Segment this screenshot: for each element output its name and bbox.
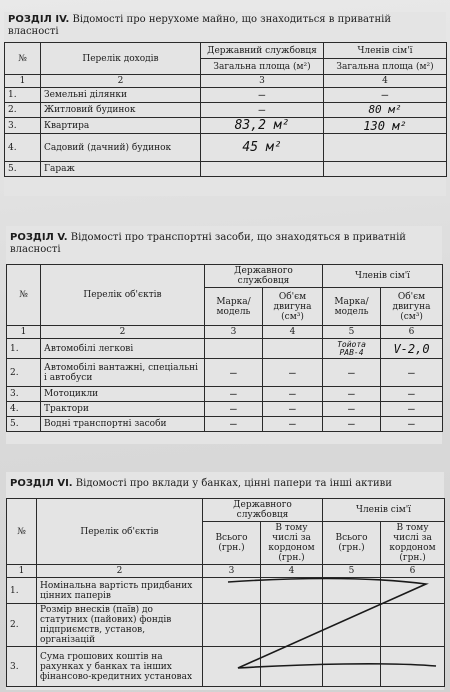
index-cell: 3 bbox=[201, 75, 324, 88]
row-name: Земельні ділянки bbox=[41, 88, 201, 103]
section-5-title bbox=[6, 226, 442, 264]
col-family-header: Членів сім'ї bbox=[323, 265, 443, 288]
z-strike-mark bbox=[6, 472, 444, 690]
col-number-header: № bbox=[7, 499, 37, 565]
col-gov-area-header: Загальна площа (м²) bbox=[201, 59, 324, 75]
section-5 bbox=[6, 226, 442, 444]
col-gov-header: Державного службовця bbox=[203, 499, 323, 522]
family-engine-value: — bbox=[381, 387, 443, 402]
gov-engine-value: — bbox=[263, 387, 323, 402]
col-number-header: № bbox=[5, 43, 41, 75]
gov-engine-value: — bbox=[263, 402, 323, 417]
family-value bbox=[324, 134, 447, 162]
section-4 bbox=[4, 12, 446, 196]
row-number: 2. bbox=[7, 604, 37, 647]
row-number: 1. bbox=[7, 339, 41, 359]
col-gov-header: Державного службовця bbox=[205, 265, 323, 288]
gov-brand-value: — bbox=[205, 359, 263, 387]
gov-engine-value: — bbox=[263, 417, 323, 432]
table-row bbox=[5, 118, 447, 134]
row-number: 5. bbox=[7, 417, 41, 432]
row-name: Садовий (дачний) будинок bbox=[41, 134, 201, 162]
gov-engine-value bbox=[263, 339, 323, 359]
col-list-header: Перелік об'єктів bbox=[37, 499, 203, 565]
gov-value: 45 м² bbox=[201, 134, 324, 162]
col-family-abroad-header: В тому числі за кордоном (грн.) bbox=[381, 522, 445, 565]
family-value: 130 м² bbox=[324, 118, 447, 134]
index-cell: 5 bbox=[323, 565, 381, 578]
index-cell: 3 bbox=[205, 326, 263, 339]
row-number: 1. bbox=[7, 578, 37, 604]
col-family-header: Членів сім'ї bbox=[323, 499, 445, 522]
gov-brand-value: — bbox=[205, 387, 263, 402]
row-name: Номінальна вартість придбаних цінних паперів bbox=[37, 578, 203, 604]
col-gov-engine-header: Об'єм двигуна (см³) bbox=[263, 288, 323, 326]
index-cell: 3 bbox=[203, 565, 261, 578]
table-row bbox=[5, 88, 447, 103]
index-cell: 6 bbox=[381, 565, 445, 578]
family-brand-value: — bbox=[323, 387, 381, 402]
table-row bbox=[5, 134, 447, 162]
index-cell: 5 bbox=[323, 326, 381, 339]
index-cell: 1 bbox=[7, 565, 37, 578]
section-5-label: РОЗДІЛ V. bbox=[10, 232, 68, 243]
table-row bbox=[5, 103, 447, 118]
section-5-heading: Відомості про транспортні засоби, що знаходяться в приватній власності bbox=[10, 232, 406, 255]
table-row bbox=[5, 162, 447, 177]
section-5-table bbox=[6, 264, 443, 432]
col-family-area-header: Загальна площа (м²) bbox=[324, 59, 447, 75]
gov-value: 83,2 м² bbox=[201, 118, 324, 134]
col-list-header: Перелік об'єктів bbox=[41, 265, 205, 326]
gov-brand-value: — bbox=[205, 417, 263, 432]
family-brand-value: Тойота РАВ-4 bbox=[323, 339, 381, 359]
family-engine-value: V-2,0 bbox=[381, 339, 443, 359]
row-number: 5. bbox=[5, 162, 41, 177]
index-cell: 2 bbox=[37, 565, 203, 578]
row-name: Мотоцикли bbox=[41, 387, 205, 402]
table-row bbox=[7, 339, 443, 359]
family-brand-value: — bbox=[323, 402, 381, 417]
row-number: 3. bbox=[5, 118, 41, 134]
col-family-total-header: Всього (грн.) bbox=[323, 522, 381, 565]
row-name: Гараж bbox=[41, 162, 201, 177]
index-cell: 1 bbox=[5, 75, 41, 88]
col-gov-total-header: Всього (грн.) bbox=[203, 522, 261, 565]
family-value: 80 м² bbox=[324, 103, 447, 118]
col-family-brand-header: Марка/ модель bbox=[323, 288, 381, 326]
family-engine-value: — bbox=[381, 359, 443, 387]
row-number: 2. bbox=[7, 359, 41, 387]
col-gov-brand-header: Марка/ модель bbox=[205, 288, 263, 326]
section-4-table bbox=[4, 42, 447, 177]
gov-value: — bbox=[201, 103, 324, 118]
col-gov-abroad-header: В тому числі за кордоном (грн.) bbox=[261, 522, 323, 565]
index-cell: 4 bbox=[261, 565, 323, 578]
family-value bbox=[324, 162, 447, 177]
row-number: 1. bbox=[5, 88, 41, 103]
col-family-header: Членів сім'ї bbox=[324, 43, 447, 59]
row-name: Сума грошових коштів на рахунках у банках та інших фінансово-кредитних установах bbox=[37, 647, 203, 687]
row-number: 2. bbox=[5, 103, 41, 118]
table-row bbox=[7, 387, 443, 402]
row-number: 4. bbox=[7, 402, 41, 417]
row-name: Автомобілі вантажні, спеціальні і автобуси bbox=[41, 359, 205, 387]
index-cell: 6 bbox=[381, 326, 443, 339]
col-family-engine-header: Об'єм двигуна (см³) bbox=[381, 288, 443, 326]
col-gov-header: Державний службовця bbox=[201, 43, 324, 59]
section-4-title bbox=[4, 12, 446, 42]
section-4-label: РОЗДІЛ IV. bbox=[8, 14, 70, 25]
family-engine-value: — bbox=[381, 417, 443, 432]
row-name: Житловий будинок bbox=[41, 103, 201, 118]
family-engine-value: — bbox=[381, 402, 443, 417]
col-number-header: № bbox=[7, 265, 41, 326]
row-number: 4. bbox=[5, 134, 41, 162]
table-row bbox=[7, 359, 443, 387]
index-cell: 2 bbox=[41, 326, 205, 339]
table-row bbox=[7, 417, 443, 432]
col-list-header: Перелік доходів bbox=[41, 43, 201, 75]
family-brand-value: — bbox=[323, 359, 381, 387]
row-name: Квартира bbox=[41, 118, 201, 134]
row-number: 3. bbox=[7, 387, 41, 402]
index-cell: 4 bbox=[263, 326, 323, 339]
family-value: — bbox=[324, 88, 447, 103]
index-cell: 1 bbox=[7, 326, 41, 339]
gov-brand-value bbox=[205, 339, 263, 359]
index-cell: 4 bbox=[324, 75, 447, 88]
row-name: Трактори bbox=[41, 402, 205, 417]
row-name: Автомобілі легкові bbox=[41, 339, 205, 359]
index-cell: 2 bbox=[41, 75, 201, 88]
gov-engine-value: — bbox=[263, 359, 323, 387]
section-6-heading: Відомості про вклади у банках, цінні папери та інші активи bbox=[75, 478, 392, 489]
section-6-label: РОЗДІЛ VI. bbox=[10, 478, 73, 489]
row-number: 3. bbox=[7, 647, 37, 687]
row-name: Водні транспортні засоби bbox=[41, 417, 205, 432]
section-4-heading: Відомості про нерухоме майно, що знаходиться в приватній власності bbox=[8, 14, 391, 37]
gov-value bbox=[201, 162, 324, 177]
family-brand-value: — bbox=[323, 417, 381, 432]
row-name: Розмір внесків (паїв) до статутних (пайових) фондів підприємств, установ, організацій bbox=[37, 604, 203, 647]
gov-value: — bbox=[201, 88, 324, 103]
section-6 bbox=[6, 472, 444, 690]
table-row bbox=[7, 402, 443, 417]
gov-brand-value: — bbox=[205, 402, 263, 417]
